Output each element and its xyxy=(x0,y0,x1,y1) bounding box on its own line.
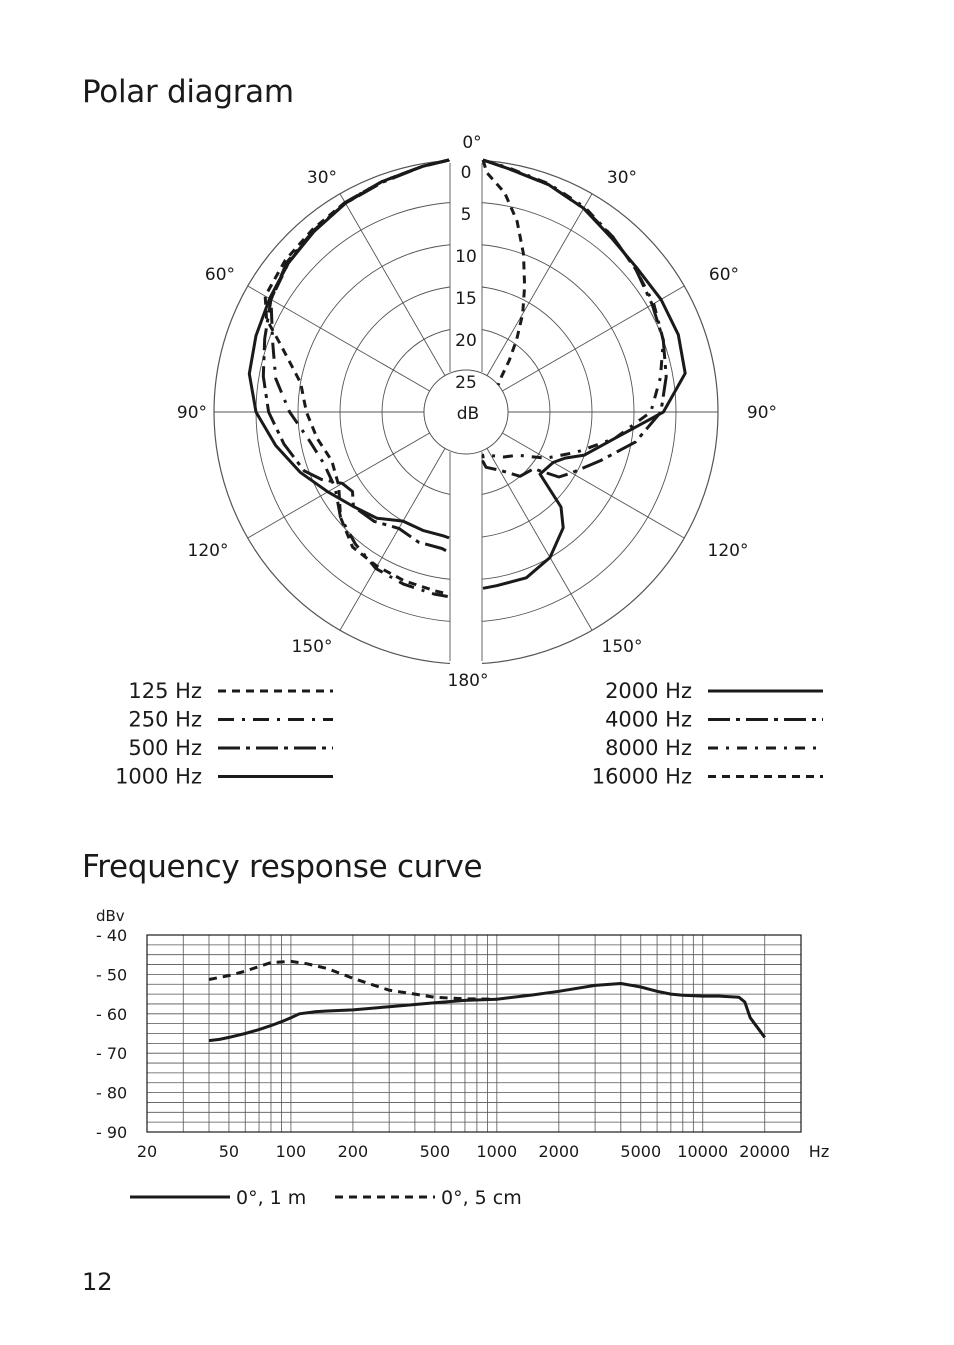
legend-label: 500 Hz xyxy=(128,736,202,760)
page-number: 12 xyxy=(82,1268,113,1296)
x-tick-label: 20000 xyxy=(739,1142,791,1161)
legend-label: 125 Hz xyxy=(128,679,202,703)
angle-label: 180° xyxy=(447,671,489,691)
radial-tick-label: 10 xyxy=(455,247,477,267)
polar-diagram xyxy=(177,133,777,691)
angle-label: 60° xyxy=(204,265,236,285)
polar-legend xyxy=(115,679,823,789)
legend-label: 250 Hz xyxy=(128,707,202,732)
polar-bottom-gap xyxy=(450,440,482,668)
radial-unit-label: dB xyxy=(456,404,480,424)
angle-label: 60° xyxy=(708,265,740,285)
y-tick-label: - 80 xyxy=(96,1083,128,1103)
x-tick-label: 2000 xyxy=(538,1142,580,1161)
y-tick-label: - 90 xyxy=(96,1123,128,1142)
x-tick-label: 200 xyxy=(337,1142,369,1161)
polar-curve xyxy=(483,160,666,477)
angle-label: 0° xyxy=(462,133,482,153)
radial-tick-label: 20 xyxy=(455,331,477,351)
x-tick-label: 100 xyxy=(275,1142,307,1161)
radial-tick-label: 25 xyxy=(455,373,477,393)
polar-diagram-title: Polar diagram xyxy=(82,74,294,110)
x-tick-label: 500 xyxy=(419,1142,451,1161)
x-axis-unit: Hz xyxy=(808,1142,830,1161)
x-tick-label: 1000 xyxy=(476,1142,518,1161)
radial-tick-label: 0 xyxy=(460,163,472,183)
legend-label: 0°, 1 m xyxy=(236,1187,307,1209)
angle-label: 150° xyxy=(601,637,643,657)
angle-label: 90° xyxy=(746,403,778,423)
x-tick-label: 5000 xyxy=(620,1142,662,1161)
angle-label: 90° xyxy=(176,403,208,423)
y-axis-unit: dBv xyxy=(96,907,125,925)
radial-tick-label: 5 xyxy=(460,205,472,225)
polar-curve xyxy=(263,160,449,552)
frequency-legend xyxy=(130,1187,522,1209)
frequency-response-title: Frequency response curve xyxy=(82,849,483,885)
polar-curve xyxy=(483,160,525,385)
y-tick-label: - 60 xyxy=(96,1004,128,1024)
angle-label: 30° xyxy=(606,168,638,188)
legend-label: 2000 Hz xyxy=(605,679,692,703)
legend-label: 1000 Hz xyxy=(115,764,202,789)
angle-label: 30° xyxy=(306,168,338,188)
y-tick-label: - 70 xyxy=(96,1044,128,1064)
angle-label: 120° xyxy=(187,541,229,561)
x-tick-label: 50 xyxy=(218,1142,240,1161)
legend-label: 16000 Hz xyxy=(591,764,692,789)
legend-label: 4000 Hz xyxy=(605,707,692,732)
angle-label: 120° xyxy=(707,541,749,561)
y-tick-label: - 50 xyxy=(96,965,128,985)
legend-label: 0°, 5 cm xyxy=(441,1187,522,1209)
legend-label: 8000 Hz xyxy=(605,736,692,760)
x-tick-label: 10000 xyxy=(677,1142,729,1161)
x-tick-label: 20 xyxy=(136,1142,158,1161)
y-tick-label: - 40 xyxy=(96,926,128,945)
frequency-response-chart xyxy=(96,907,829,1161)
angle-label: 150° xyxy=(291,637,333,657)
radial-tick-label: 15 xyxy=(455,289,477,309)
polar-curve xyxy=(483,160,663,458)
freq-series-line xyxy=(209,984,765,1041)
polar-curve xyxy=(483,160,685,588)
